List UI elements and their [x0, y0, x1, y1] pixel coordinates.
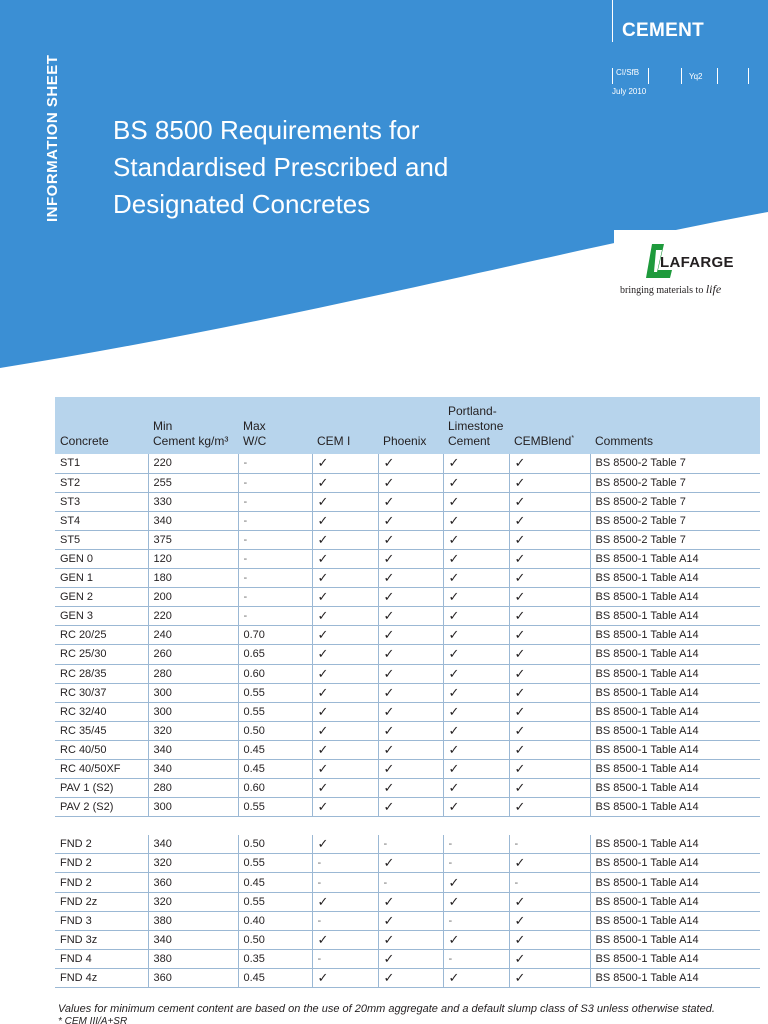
table-cell: ✓ — [312, 683, 378, 702]
table-cell: 0.55 — [238, 892, 312, 911]
table-row — [55, 740, 760, 759]
table-cell: BS 8500-1 Table A14 — [590, 779, 760, 798]
table-cell: ST5 — [55, 530, 148, 549]
table-row — [55, 664, 760, 683]
table-row — [55, 588, 760, 607]
table-cell: ✓ — [443, 740, 509, 759]
table-cell: ✓ — [509, 760, 590, 779]
table-cell: 320 — [148, 854, 238, 873]
table-cell: ✓ — [509, 798, 590, 817]
column-header: CEM I — [317, 434, 351, 448]
table-cell: ✓ — [378, 473, 443, 492]
column-header: Comments — [595, 434, 654, 448]
table-cell: ✓ — [312, 569, 378, 588]
table-cell: - — [312, 854, 378, 873]
table-cell: ✓ — [378, 607, 443, 626]
table-cell: ✓ — [443, 968, 509, 987]
table-cell: - — [238, 473, 312, 492]
table-cell: BS 8500-1 Table A14 — [590, 760, 760, 779]
table-cell: ✓ — [509, 949, 590, 968]
ref-box-blank — [648, 68, 649, 84]
table-cell: ✓ — [443, 779, 509, 798]
table-body — [55, 454, 760, 988]
table-cell: ✓ — [312, 740, 378, 759]
logo-tagline: bringing materials to life — [620, 282, 722, 296]
table-cell: ✓ — [378, 702, 443, 721]
table-cell: 0.60 — [238, 779, 312, 798]
table-cell: ✓ — [443, 626, 509, 645]
column-header: Concrete — [60, 434, 109, 448]
table-cell: RC 32/40 — [55, 702, 148, 721]
table-cell: 340 — [148, 930, 238, 949]
table-row — [55, 873, 760, 892]
table-row — [55, 569, 760, 588]
table-cell: BS 8500-1 Table A14 — [590, 702, 760, 721]
table-cell: 0.45 — [238, 760, 312, 779]
table-cell: ST4 — [55, 511, 148, 530]
table-cell: ✓ — [312, 892, 378, 911]
table-cell: 0.55 — [238, 702, 312, 721]
table-cell: - — [378, 835, 443, 854]
table-cell: ✓ — [443, 492, 509, 511]
table-cell: ✓ — [378, 968, 443, 987]
table-cell: ✓ — [378, 798, 443, 817]
table-cell: ✓ — [312, 607, 378, 626]
table-cell: RC 35/45 — [55, 721, 148, 740]
table-cell: 340 — [148, 760, 238, 779]
title-line: Standardised Prescribed and — [113, 152, 449, 182]
column-header: Min Cement kg/m³ — [153, 419, 229, 448]
table-cell: ✓ — [312, 835, 378, 854]
table-cell: FND 3z — [55, 930, 148, 949]
table-cell: ✓ — [378, 740, 443, 759]
table-cell: 0.60 — [238, 664, 312, 683]
table-cell: ST3 — [55, 492, 148, 511]
table-cell: ✓ — [443, 721, 509, 740]
ref-cisfb: CI/SfB — [616, 68, 640, 77]
table-cell: 0.45 — [238, 873, 312, 892]
table-cell: ✓ — [312, 779, 378, 798]
table-cell: FND 2z — [55, 892, 148, 911]
table-cell: ✓ — [378, 760, 443, 779]
table-cell: ✓ — [509, 473, 590, 492]
table-cell: ✓ — [378, 645, 443, 664]
table-cell: ✓ — [378, 588, 443, 607]
table-cell: - — [443, 854, 509, 873]
table-cell: - — [238, 511, 312, 530]
table-cell: BS 8500-1 Table A14 — [590, 664, 760, 683]
table-cell: 220 — [148, 607, 238, 626]
table-cell: - — [509, 873, 590, 892]
ref-box-code — [681, 68, 682, 84]
table-cell: ✓ — [443, 645, 509, 664]
table-cell: 0.45 — [238, 968, 312, 987]
table-cell: ✓ — [312, 511, 378, 530]
table-cell: PAV 2 (S2) — [55, 798, 148, 817]
table-cell: 255 — [148, 473, 238, 492]
table-cell: - — [238, 569, 312, 588]
table-cell: 240 — [148, 626, 238, 645]
table-row — [55, 798, 760, 817]
table-row — [55, 835, 760, 854]
table-cell: ✓ — [378, 779, 443, 798]
issue-date: July 2010 — [612, 87, 647, 96]
table-cell: 0.45 — [238, 740, 312, 759]
table-cell: ✓ — [509, 664, 590, 683]
table-row — [55, 473, 760, 492]
table-cell: 0.55 — [238, 683, 312, 702]
table-cell: - — [238, 492, 312, 511]
table-cell: FND 2 — [55, 873, 148, 892]
table-cell: 340 — [148, 835, 238, 854]
table-cell: BS 8500-2 Table 7 — [590, 530, 760, 549]
table-cell: ✓ — [378, 930, 443, 949]
table-cell: ✓ — [443, 760, 509, 779]
table-cell: ✓ — [378, 854, 443, 873]
table-cell: RC 30/37 — [55, 683, 148, 702]
table-cell: ✓ — [378, 949, 443, 968]
table-cell: RC 25/30 — [55, 645, 148, 664]
table-row — [55, 702, 760, 721]
table-cell: - — [443, 949, 509, 968]
table-row — [55, 511, 760, 530]
table-cell: 340 — [148, 740, 238, 759]
table-cell: - — [238, 530, 312, 549]
table-row — [55, 949, 760, 968]
table-cell: ✓ — [509, 721, 590, 740]
spacer-cell — [55, 817, 760, 835]
table-cell: 380 — [148, 949, 238, 968]
table-row — [55, 454, 760, 473]
table-row — [55, 645, 760, 664]
table-cell: ✓ — [443, 588, 509, 607]
table-cell: RC 40/50XF — [55, 760, 148, 779]
table-cell: 280 — [148, 779, 238, 798]
table-cell: ✓ — [509, 549, 590, 568]
table-cell: ✓ — [312, 968, 378, 987]
category-label: CEMENT — [622, 20, 705, 41]
table-cell: ✓ — [509, 588, 590, 607]
table-cell: PAV 1 (S2) — [55, 779, 148, 798]
table-cell: ✓ — [443, 664, 509, 683]
table-cell: ✓ — [378, 721, 443, 740]
table-cell: ✓ — [378, 569, 443, 588]
column-header: CEMBlend* — [514, 434, 575, 448]
column-header: Phoenix — [383, 434, 427, 448]
table-cell: ✓ — [509, 892, 590, 911]
table-cell: 375 — [148, 530, 238, 549]
table-cell: 0.55 — [238, 798, 312, 817]
table-cell: ✓ — [378, 892, 443, 911]
table-cell: 0.50 — [238, 721, 312, 740]
table-cell: RC 40/50 — [55, 740, 148, 759]
table-cell: 120 — [148, 549, 238, 568]
footnote-cemblend: * CEM III/A+SR — [58, 1016, 128, 1024]
table-header-row — [55, 397, 760, 454]
table-cell: BS 8500-1 Table A14 — [590, 949, 760, 968]
table-cell: ✓ — [509, 911, 590, 930]
table-cell: 280 — [148, 664, 238, 683]
table-cell: ✓ — [312, 721, 378, 740]
table-cell: 260 — [148, 645, 238, 664]
table-row — [55, 721, 760, 740]
table-cell: 0.40 — [238, 911, 312, 930]
table-cell: ✓ — [312, 626, 378, 645]
table-cell: ✓ — [509, 645, 590, 664]
table-cell: ✓ — [312, 473, 378, 492]
table-cell: ✓ — [443, 683, 509, 702]
table-cell: ✓ — [312, 798, 378, 817]
table-cell: ✓ — [378, 626, 443, 645]
table-cell: ✓ — [509, 511, 590, 530]
table-cell: 0.55 — [238, 854, 312, 873]
page-title — [113, 112, 448, 223]
table-cell: 220 — [148, 454, 238, 473]
table-cell: BS 8500-2 Table 7 — [590, 473, 760, 492]
table-cell: - — [312, 873, 378, 892]
table-cell: - — [238, 549, 312, 568]
table-cell: ✓ — [443, 702, 509, 721]
table-cell: ✓ — [443, 549, 509, 568]
table-row — [55, 530, 760, 549]
table-cell: BS 8500-1 Table A14 — [590, 569, 760, 588]
table-cell: BS 8500-1 Table A14 — [590, 968, 760, 987]
table-cell: BS 8500-1 Table A14 — [590, 721, 760, 740]
table-cell: ST1 — [55, 454, 148, 473]
table-row — [55, 854, 760, 873]
table-cell: FND 2 — [55, 854, 148, 873]
table-spacer-row — [55, 817, 760, 835]
table-cell: BS 8500-2 Table 7 — [590, 511, 760, 530]
table-cell: 0.50 — [238, 835, 312, 854]
ref-box-cisfb — [612, 68, 613, 84]
table-cell: ✓ — [312, 645, 378, 664]
table-cell: ✓ — [312, 664, 378, 683]
table-cell: - — [312, 949, 378, 968]
table-cell: 320 — [148, 721, 238, 740]
table-cell: BS 8500-1 Table A14 — [590, 626, 760, 645]
table-cell: 320 — [148, 892, 238, 911]
header-divider — [612, 0, 613, 42]
table-cell: - — [443, 911, 509, 930]
table-cell: GEN 2 — [55, 588, 148, 607]
table-cell: ✓ — [378, 530, 443, 549]
table-row — [55, 626, 760, 645]
table-row — [55, 492, 760, 511]
table-cell: BS 8500-1 Table A14 — [590, 798, 760, 817]
table-cell: 360 — [148, 968, 238, 987]
ref-code: Yq2 — [689, 72, 703, 81]
table-cell: GEN 3 — [55, 607, 148, 626]
table-cell: GEN 0 — [55, 549, 148, 568]
table-cell: ✓ — [378, 911, 443, 930]
table-row — [55, 760, 760, 779]
title-line: BS 8500 Requirements for — [113, 115, 420, 145]
table-cell: ✓ — [378, 511, 443, 530]
table-cell: ✓ — [312, 930, 378, 949]
ref-box-blank-2 — [717, 68, 718, 84]
table-cell: FND 2 — [55, 835, 148, 854]
table-cell: - — [238, 607, 312, 626]
table-cell: 0.50 — [238, 930, 312, 949]
table-cell: BS 8500-1 Table A14 — [590, 911, 760, 930]
table-cell: ST2 — [55, 473, 148, 492]
table-row — [55, 683, 760, 702]
table-cell: BS 8500-1 Table A14 — [590, 683, 760, 702]
table-cell: - — [509, 835, 590, 854]
table-cell: 300 — [148, 683, 238, 702]
table-cell: ✓ — [443, 607, 509, 626]
side-label: INFORMATION SHEET — [44, 54, 61, 222]
table-cell: ✓ — [312, 530, 378, 549]
table-cell: ✓ — [509, 569, 590, 588]
title-line: Designated Concretes — [113, 189, 371, 219]
table-row — [55, 607, 760, 626]
table-cell: ✓ — [509, 968, 590, 987]
table-cell: 340 — [148, 511, 238, 530]
table-cell: ✓ — [378, 454, 443, 473]
table-row — [55, 968, 760, 987]
table-cell: ✓ — [443, 892, 509, 911]
table-cell: - — [312, 911, 378, 930]
table-cell: BS 8500-2 Table 7 — [590, 454, 760, 473]
table-cell: GEN 1 — [55, 569, 148, 588]
table-cell: ✓ — [378, 549, 443, 568]
table-cell: - — [238, 454, 312, 473]
table-cell: FND 4z — [55, 968, 148, 987]
table-cell: ✓ — [312, 492, 378, 511]
footnote: Values for minimum cement content are based on the use of 20mm aggregate and a default slump class of S3 unless otherwise stated. — [58, 1003, 715, 1015]
table-cell: ✓ — [443, 530, 509, 549]
table-cell: ✓ — [378, 664, 443, 683]
table-cell: RC 20/25 — [55, 626, 148, 645]
table-cell: ✓ — [509, 702, 590, 721]
column-header: Portland- Limestone Cement — [448, 404, 504, 448]
table-cell: 180 — [148, 569, 238, 588]
table-cell: ✓ — [443, 511, 509, 530]
ref-box-blank-3 — [748, 68, 749, 84]
table-cell: ✓ — [378, 683, 443, 702]
table-cell: ✓ — [378, 492, 443, 511]
column-header: Max W/C — [243, 419, 267, 448]
table-cell: ✓ — [312, 454, 378, 473]
lafarge-logo — [614, 230, 768, 330]
table-cell: 380 — [148, 911, 238, 930]
table-cell: RC 28/35 — [55, 664, 148, 683]
table-cell: ✓ — [509, 492, 590, 511]
table-cell: ✓ — [443, 930, 509, 949]
table-cell: ✓ — [509, 454, 590, 473]
table-cell: FND 3 — [55, 911, 148, 930]
table-cell: BS 8500-1 Table A14 — [590, 854, 760, 873]
table-cell: BS 8500-1 Table A14 — [590, 645, 760, 664]
table-cell: ✓ — [509, 779, 590, 798]
table-cell: ✓ — [509, 740, 590, 759]
table-cell: ✓ — [509, 530, 590, 549]
table-cell: - — [443, 835, 509, 854]
logo-wordmark: LAFARGE — [660, 254, 734, 271]
requirements-table — [55, 397, 760, 988]
table-row — [55, 549, 760, 568]
table-cell: - — [238, 588, 312, 607]
table-cell: ✓ — [312, 588, 378, 607]
table-cell: ✓ — [509, 930, 590, 949]
table-cell: ✓ — [443, 798, 509, 817]
table-cell: ✓ — [443, 473, 509, 492]
table-row — [55, 930, 760, 949]
table-cell: ✓ — [509, 626, 590, 645]
table-cell: 0.35 — [238, 949, 312, 968]
table-cell: 0.70 — [238, 626, 312, 645]
table-cell: ✓ — [443, 454, 509, 473]
table-cell: ✓ — [443, 569, 509, 588]
table-cell: BS 8500-1 Table A14 — [590, 873, 760, 892]
table-row — [55, 779, 760, 798]
table-cell: ✓ — [312, 702, 378, 721]
table-cell: 0.65 — [238, 645, 312, 664]
table-cell: BS 8500-1 Table A14 — [590, 740, 760, 759]
table-cell: ✓ — [312, 549, 378, 568]
table-cell: BS 8500-1 Table A14 — [590, 549, 760, 568]
table-cell: 360 — [148, 873, 238, 892]
table-cell: BS 8500-1 Table A14 — [590, 892, 760, 911]
table-cell: BS 8500-1 Table A14 — [590, 588, 760, 607]
table-cell: 200 — [148, 588, 238, 607]
table-row — [55, 911, 760, 930]
table-cell: - — [378, 873, 443, 892]
table-cell: BS 8500-1 Table A14 — [590, 930, 760, 949]
table-cell: ✓ — [509, 607, 590, 626]
table-cell: BS 8500-1 Table A14 — [590, 835, 760, 854]
table-row — [55, 892, 760, 911]
table-cell: 300 — [148, 798, 238, 817]
table-cell: BS 8500-2 Table 7 — [590, 492, 760, 511]
table-cell: ✓ — [509, 683, 590, 702]
table-cell: FND 4 — [55, 949, 148, 968]
table-cell: 300 — [148, 702, 238, 721]
table-cell: ✓ — [509, 854, 590, 873]
table-cell: ✓ — [312, 760, 378, 779]
table-cell: BS 8500-1 Table A14 — [590, 607, 760, 626]
table-cell: 330 — [148, 492, 238, 511]
table-cell: ✓ — [443, 873, 509, 892]
